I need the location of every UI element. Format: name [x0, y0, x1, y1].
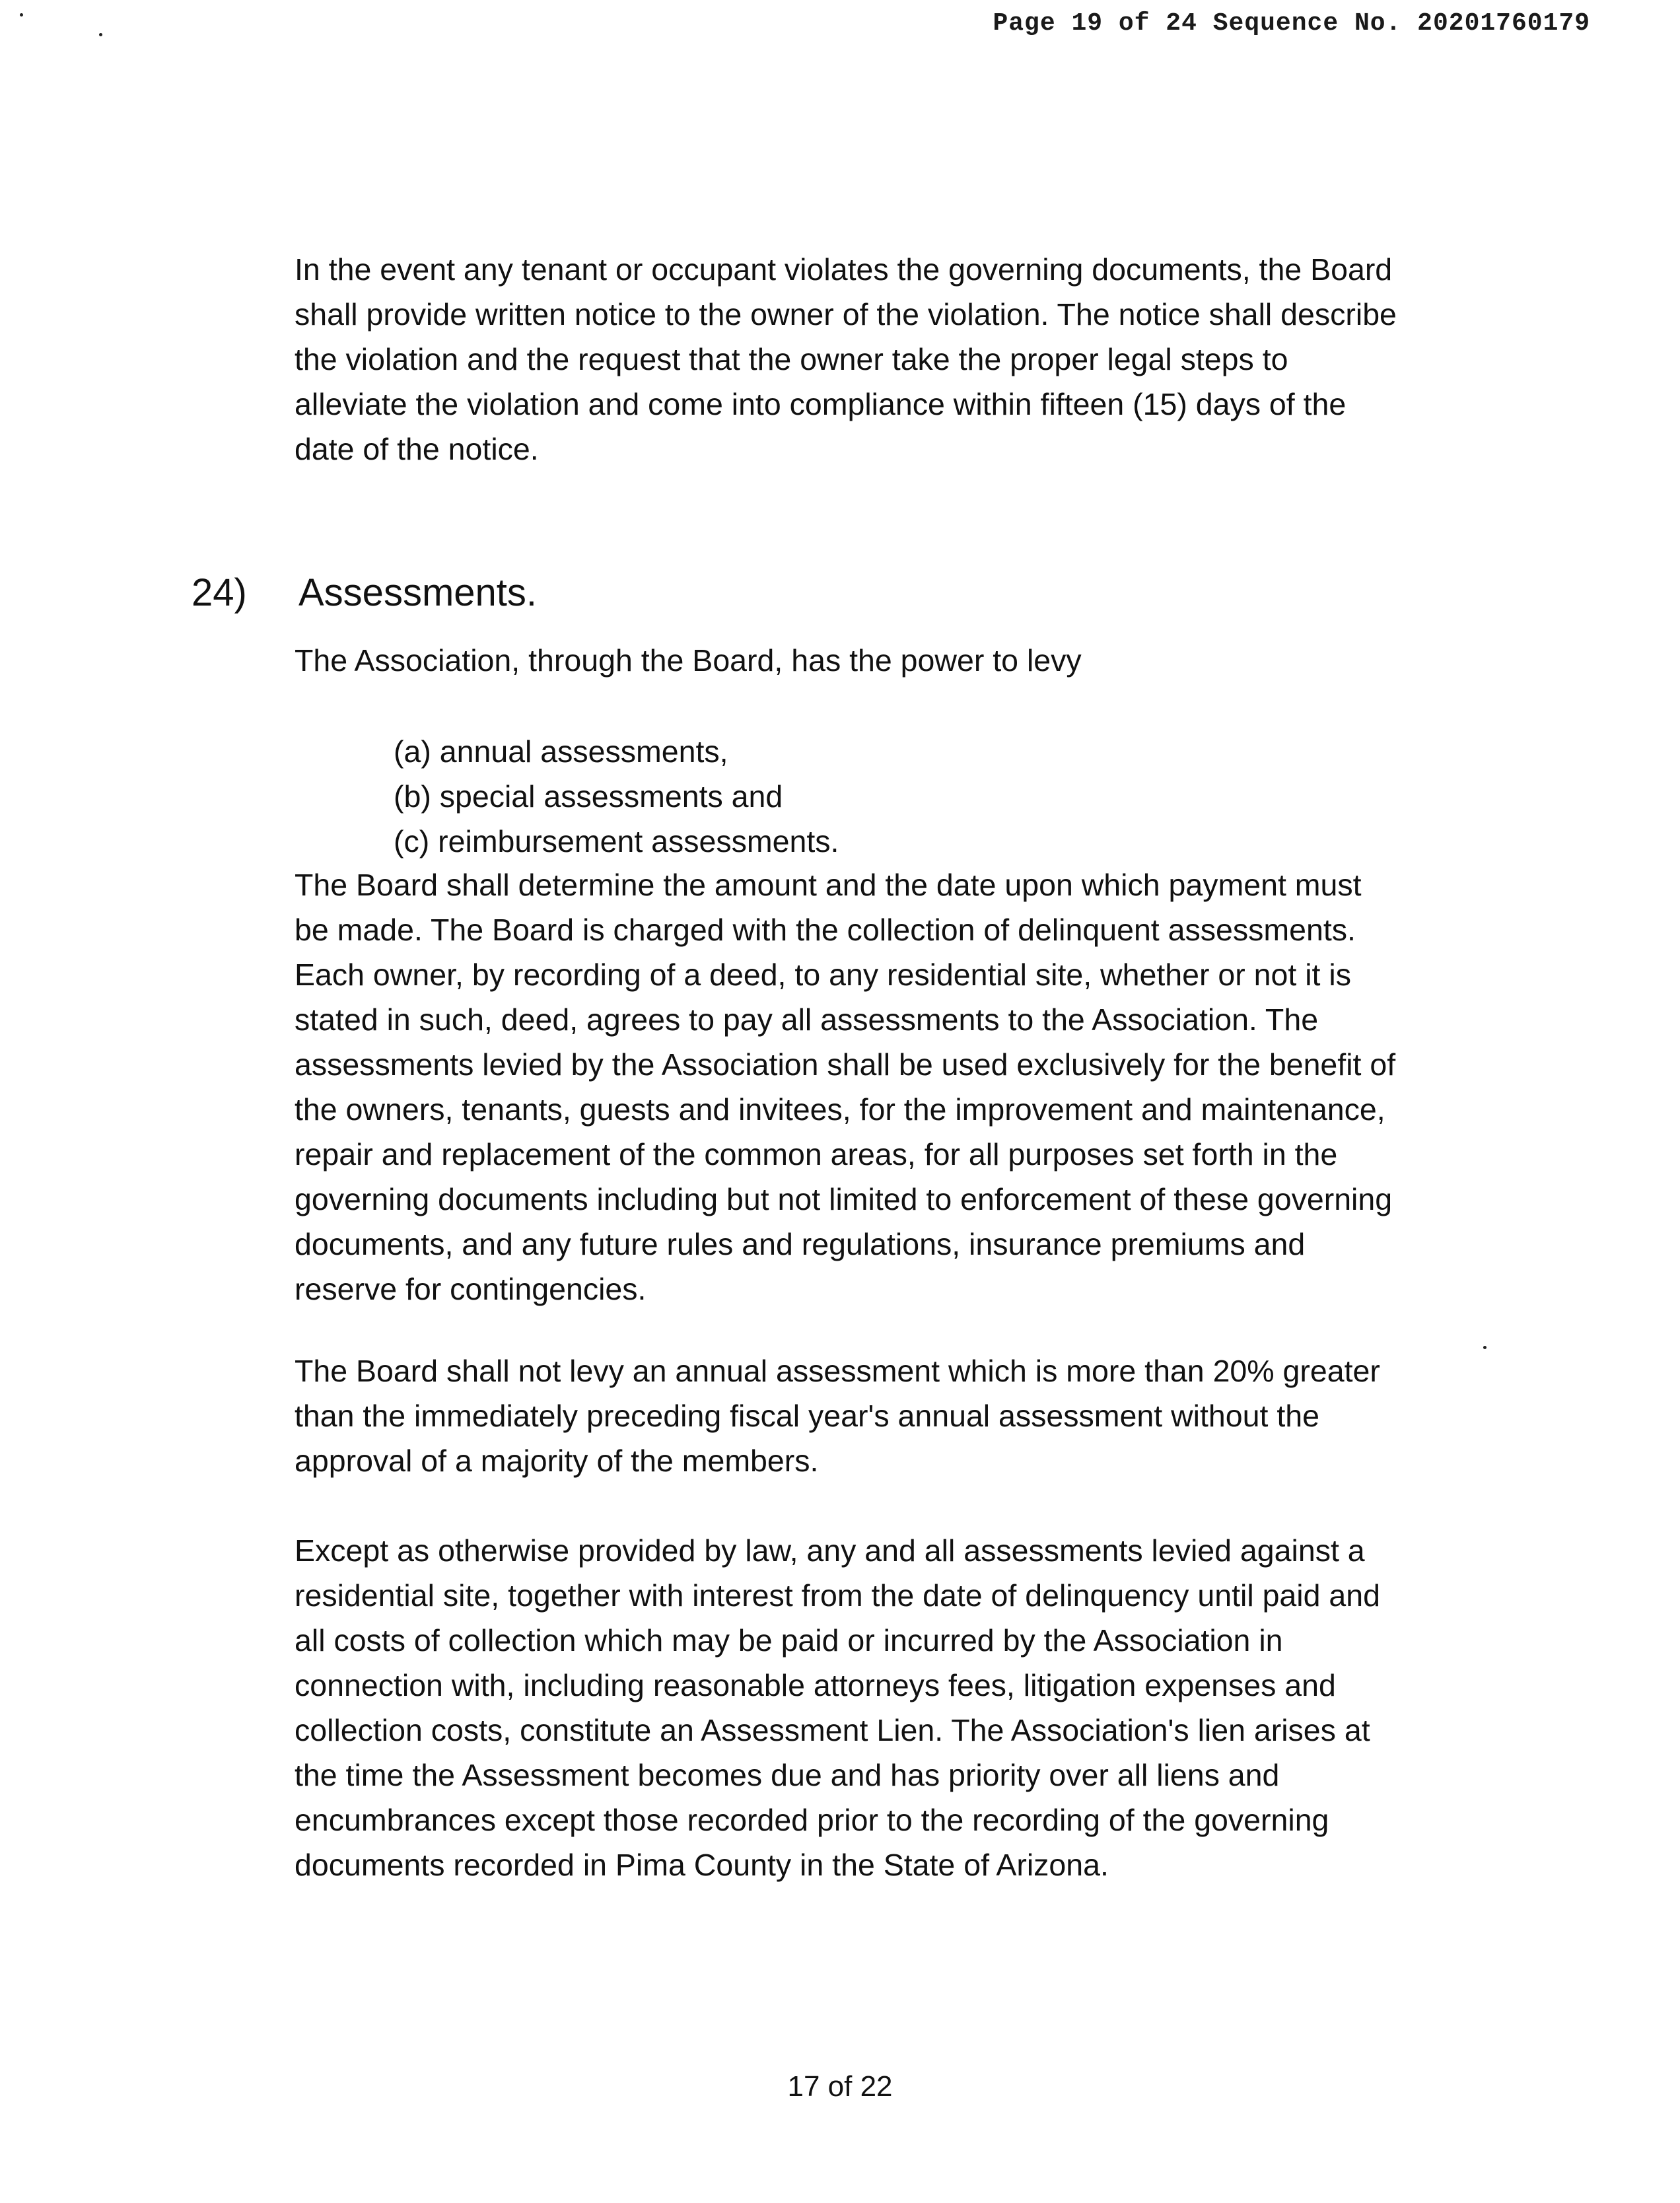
- text-line: documents recorded in Pima County in the State of Arizona.: [295, 1848, 1109, 1882]
- text-line: connection with, including reasonable attorneys fees, litigation expenses and: [295, 1668, 1336, 1702]
- list-item: (b) special assessments and: [394, 779, 783, 814]
- text-line: the violation and the request that the owner take the proper legal steps to: [295, 342, 1288, 376]
- paragraph-board-duties: [295, 862, 1503, 1311]
- paragraph-tenant-violation: [295, 247, 1503, 472]
- list-item: (a) annual assessments,: [394, 734, 728, 769]
- text-line: than the immediately preceding fiscal year's annual assessment without the: [295, 1399, 1319, 1433]
- scan-speck: [99, 33, 102, 36]
- text-line: shall provide written notice to the owner of the violation. The notice shall describe: [295, 297, 1397, 332]
- section-title: Assessments.: [298, 571, 537, 614]
- text-line: alleviate the violation and come into compliance within fifteen (15) days of the: [295, 387, 1347, 421]
- text-line: reserve for contingencies.: [295, 1272, 647, 1306]
- page-number: 17 of 22: [787, 2070, 893, 2103]
- recording-header: Page 19 of 24 Sequence No. 20201760179: [993, 9, 1590, 38]
- scan-speck: [20, 13, 23, 17]
- section-intro: The Association, through the Board, has the power to levy: [295, 643, 1082, 678]
- text-line: residential site, together with interest from the date of delinquency until paid and: [295, 1578, 1380, 1613]
- text-line: approval of a majority of the members.: [295, 1444, 819, 1478]
- text-line: repair and replacement of the common areas, for all purposes set forth in the: [295, 1137, 1338, 1171]
- text-line: collection costs, constitute an Assessment Lien. The Association's lien arises at: [295, 1713, 1370, 1747]
- text-line: the owners, tenants, guests and invitees, for the improvement and maintenance,: [295, 1092, 1385, 1127]
- levy-list: [394, 729, 839, 864]
- text-line: be made. The Board is charged with the collection of delinquent assessments.: [295, 913, 1356, 947]
- text-line: all costs of collection which may be paid or incurred by the Association in: [295, 1623, 1283, 1658]
- text-line: The Board shall determine the amount and the date upon which payment must: [295, 868, 1362, 902]
- paragraph-assessment-limit: [295, 1348, 1503, 1483]
- text-line: the time the Assessment becomes due and has priority over all liens and: [295, 1758, 1280, 1792]
- text-line: Except as otherwise provided by law, any and all assessments levied against a: [295, 1533, 1365, 1568]
- text-line: encumbrances except those recorded prior to the recording of the governing: [295, 1803, 1329, 1837]
- text-line: Each owner, by recording of a deed, to any residential site, whether or not it is: [295, 958, 1351, 992]
- text-line: The Board shall not levy an annual assessment which is more than 20% greater: [295, 1354, 1380, 1388]
- text-line: stated in such, deed, agrees to pay all assessments to the Association. The: [295, 1002, 1319, 1037]
- list-item: (c) reimbursement assessments.: [394, 824, 839, 858]
- section-number: 24): [192, 571, 247, 614]
- text-line: assessments levied by the Association shall be used exclusively for the benefit of: [295, 1047, 1396, 1082]
- paragraph-assessment-lien: [295, 1528, 1503, 1887]
- text-line: date of the notice.: [295, 432, 539, 466]
- text-line: In the event any tenant or occupant violates the governing documents, the Board: [295, 252, 1393, 287]
- text-line: documents, and any future rules and regulations, insurance premiums and: [295, 1227, 1306, 1261]
- text-line: governing documents including but not limited to enforcement of these governing: [295, 1182, 1393, 1216]
